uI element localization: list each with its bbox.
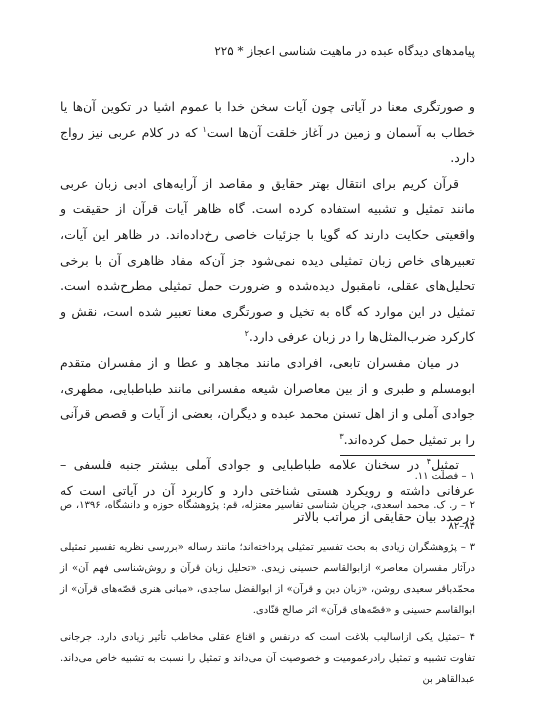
- paragraph-3: در میان مفسران تابعی، افرادی مانند مجاهد و عطا و از مفسران متقدم ابومسلم و طبری و از بین معاصران شیعه مفسرانی مانند طباطبایی، مطهری، جوادی آملی و از اهل تسنن محمد عبده و دیگران، بعضی از آیات و قصص قرآنی را بر تمثیل حمل کرده‌اند.$^۳$: [60, 354, 475, 447]
- header-title: پیامدهای دیدگاه عبده در ماهیت شناسی اعجاز: [247, 44, 475, 58]
- footnote-divider: [340, 455, 475, 456]
- paragraph-4: تمثیل$^۴$ در سخنان علامه طباطبایی و جوادی آملی بیشتر جنبه فلسفی – عرفانی داشته و رویکرد هستی شناختی دارد و کاربرد آن در آیاتی است که درصدد بیان حقایقی از مراتب بالاتر: [60, 457, 475, 524]
- footnote-3: ۳ – پژوهشگران زیادی به بحث تفسیر تمثیلی پرداخته‌اند؛ مانند رساله «بررسی نظریه تفسیر تمثیلی درآثار مفسران معاصر» ازابوالقاسم حسینی زیدی. «تحلیل زبان قرآن و روش‌شناسی فهم آن» از محمّدباقر سعیدی روشن، «زبان دین و قرآن» از ابوالفضل ساجدی، «مبانی هنری قصّه‌های قرآن» از ابوالقاسم حسینی و «قصّه‌های قرآن» اثر صالح قنّادی.: [60, 542, 476, 616]
- footnote-ref-1[interactable]: ۱: [202, 124, 207, 134]
- body-text: [60, 94, 475, 529]
- footnote-ref-3[interactable]: ۳: [339, 431, 344, 441]
- running-header: [60, 44, 475, 58]
- footnotes: [60, 466, 475, 690]
- paragraph-2: قرآن کریم برای انتقال بهتر حقایق و مقاصد از آرایه‌های ادبی زبان عربی مانند تمثیل و تشبیه استفاده کرده است. گاه ظاهر آیات قرآن از حقیقت و واقعیتی حکایت دارند که گویا با جزئیات خاصی رخ‌داده‌اند. در ظاهر این آیات، تعبیرهای خاص زبان تمثیلی دیده نمی‌شود جز آن‌که مفاد ظاهری آن با برخی تحلیل‌های عقلی، نامقبول دیده‌شده و ضرورت حمل تمثیلی مطرح‌شده است. تمثیل در این موارد که گاه به تخیل و صورتگری معنا تعبیر شده است، نقش و کارکرد ضرب‌المثل‌ها را در زبان عرفی دارد.$^۲$: [60, 175, 475, 345]
- footnote-4: ۴ –تمثیل یکی ازاسالیب بلاغت است که درنفس و اقناع عقلی مخاطب تأثیر زیادی دارد. جرجانی تفاوت تشبیه و تمثیل رادرعمومیت و خصوصیت آن می‌داند و تمثیل را نسبت به تشبیه خاص می‌داند. عبدالقاهر بن: [60, 632, 475, 685]
- footnote-2: ۲ – ر. ک. محمد اسعدی، جریان شناسی تفاسیر معتزله، قم: پژوهشگاه حوزه و دانشگاه، ۱۳۹۶، ص ۸۴–۸۲: [60, 500, 475, 532]
- footnote-ref-4[interactable]: ۴: [426, 457, 432, 467]
- footnote-ref-2[interactable]: ۲: [244, 329, 249, 339]
- paragraph-1: و صورتگری معنا در آیاتی چون آیات سخن خدا با عموم اشیا در تکوین آن‌ها یا خطاب به آسمان و زمین در آغاز خلقت آن‌ها است$^۱$ که در کلام عربی نیز رواج دارد.: [60, 99, 475, 166]
- page-number: ۲۲۵: [214, 44, 234, 58]
- footnote-1: ۱ – فصلت ۱۱.: [414, 471, 475, 482]
- header-separator: *: [237, 44, 244, 58]
